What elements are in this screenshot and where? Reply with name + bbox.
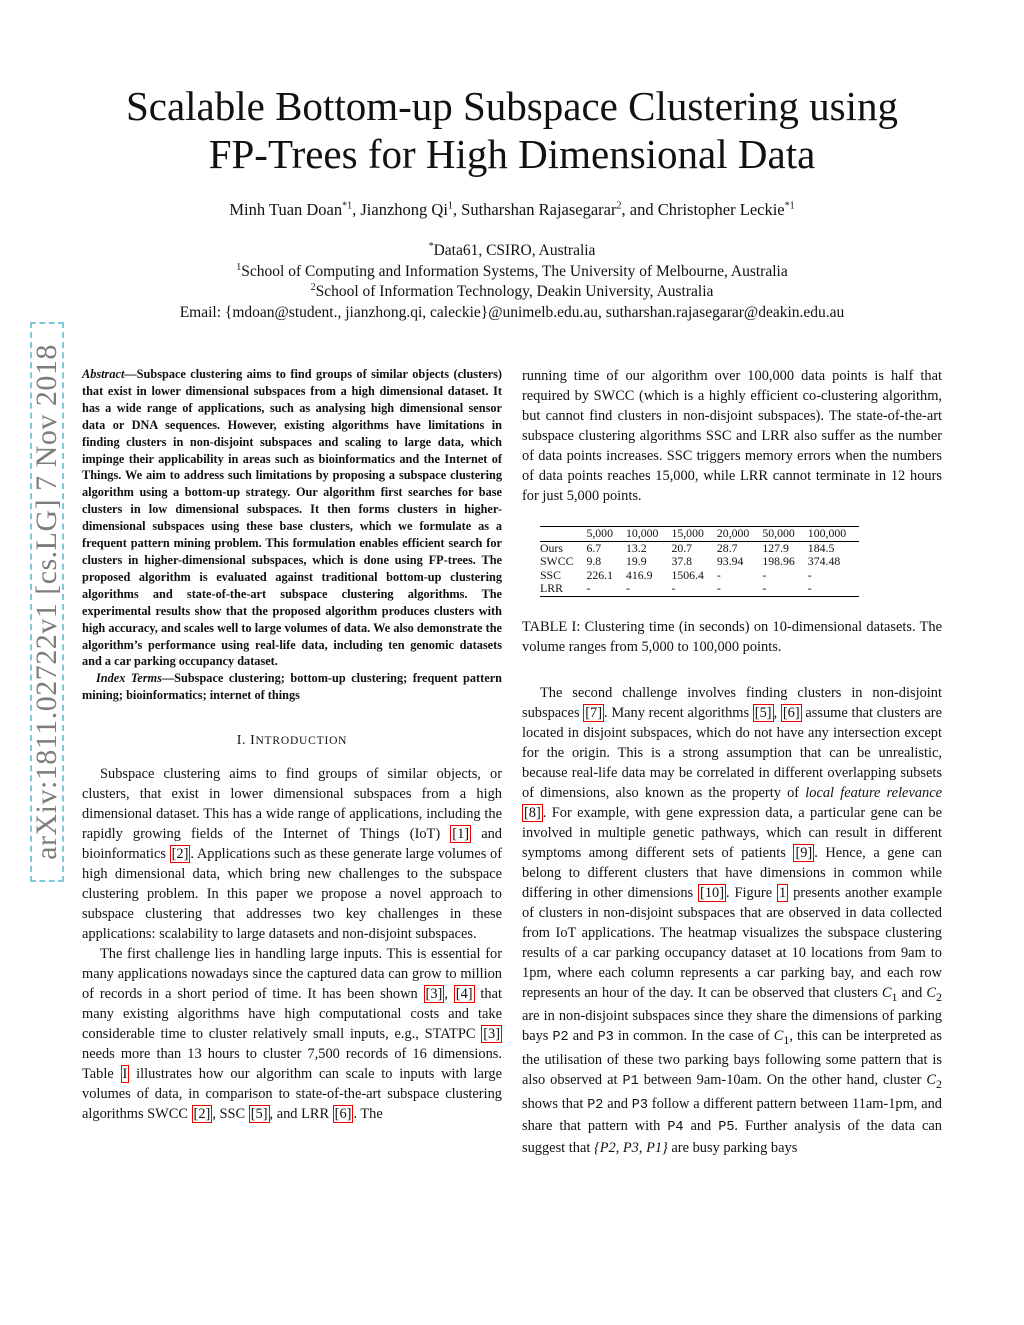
table-cell: 9.8 — [586, 554, 602, 568]
table-cell: 226.1 — [586, 567, 613, 582]
left-column — [82, 366, 502, 1124]
text-run: . For example, with gene expression data, a particular gene can be involved in multiple genetic pathways, which can result in different symptoms among different sets of patients — [522, 804, 942, 861]
table-header-row — [540, 527, 859, 542]
code-token: P2 — [587, 1098, 604, 1114]
author-sup: 1 — [447, 200, 453, 212]
author-list — [0, 200, 1024, 220]
email-line: Email: {mdoan@student., jianzhong.qi, caleckie}@unimelb.edu.au, sutharshan.rajasegarar@deakin.edu.au — [179, 303, 845, 321]
table-header-cell: 5,000 — [586, 526, 613, 540]
affiliation-sup: * — [428, 240, 434, 252]
table-cell: 13.2 — [625, 540, 647, 555]
table-cell: 184.5 — [807, 540, 835, 555]
table-row — [540, 555, 859, 569]
intro-paragraph-1 — [82, 764, 502, 944]
text-run: in common. In the case of — [613, 1028, 774, 1045]
author-sup: *1 — [342, 200, 353, 212]
text-run: , SSC — [212, 1106, 249, 1123]
math-symbol: C — [926, 984, 936, 1001]
table-link[interactable]: I — [122, 1066, 128, 1083]
text-run: , — [444, 986, 454, 1003]
section-heading-introduction — [82, 731, 502, 751]
abstract-label: Abstract — [82, 367, 125, 381]
math-symbol: C — [881, 984, 892, 1001]
table-row — [540, 582, 859, 596]
text-run: assume that clusters are located in disjoint subspaces, which do not have any intersection except for the origin. This is a strong assumption that can be unrealistic, because real-life data may be correlated in different overlapping subsets of dimensions, also known as the property of — [522, 704, 942, 801]
text-run: are in non-disjoint subspaces since they share the dimensions of parking bays — [522, 1008, 942, 1045]
table-cell: 28.7 — [716, 540, 738, 555]
table-cell: Ours — [540, 540, 563, 555]
right-paragraph-1: running time of our algorithm over 100,000 data points is half that required by SWCC (which is a highly efficient co-clustering algorithm, but cannot find clusters in non-disjoint subspaces). The state-of-the-art subspace clustering algorithms SSC and LRR also suffer as the number of data points increases. SSC triggers memory errors when the numbers of data points reaches 15,000, while LRR cannot terminate in 12 hours for just 5,000 points. — [522, 368, 942, 504]
text-run: The second challenge involves finding clusters in non-disjoint subspaces — [522, 684, 942, 721]
author-sup: 2 — [616, 200, 622, 212]
affiliation-sup: 2 — [310, 281, 316, 293]
text-run: needs more than 13 hours to cluster 7,500 records of 16 dimensions. Table — [82, 1046, 502, 1083]
table-cell: - — [671, 581, 676, 595]
author-name: Sutharshan Rajasegarar — [461, 200, 617, 219]
citation-link[interactable]: [5] — [754, 704, 772, 721]
table-cell: - — [625, 581, 630, 595]
section-number: I. — [236, 733, 251, 749]
table-header-cell: 20,000 — [716, 526, 750, 540]
table-cell: LRR — [540, 581, 563, 595]
author-name: Jianzhong Qi — [360, 200, 448, 219]
text-run: , — [773, 704, 781, 721]
code-token: P3 — [631, 1098, 648, 1114]
table-header-cell — [540, 527, 586, 542]
text-run: and bioinformatics — [82, 826, 502, 863]
math-subscript: 2 — [936, 989, 942, 1004]
citation-link[interactable]: [2] — [193, 1106, 211, 1123]
table-cell: 198.96 — [762, 554, 795, 568]
code-token: P2 — [552, 1030, 569, 1046]
text-run: The first challenge lies in handling large inputs. This is essential for many applications nowadays since the captured data can grow to million of records in a short period of time. It has been shown — [82, 946, 502, 1003]
affiliations — [0, 241, 1024, 323]
index-terms-text: —Subspace clustering; bottom-up clustering; frequent pattern mining; bioinformatics; internet of things — [82, 671, 502, 703]
table-cell: - — [762, 581, 767, 595]
table-cell: - — [762, 567, 767, 582]
author-name: Minh Tuan Doan — [229, 200, 343, 219]
citation-link[interactable]: [3] — [425, 986, 443, 1003]
text-run: and — [568, 1028, 598, 1045]
affiliation-text: School of Computing and Information Systems, The University of Melbourne, Australia — [241, 262, 788, 280]
emphasis-text: local feature relevance — [805, 784, 943, 801]
table-cell: - — [716, 567, 721, 582]
text-run: presents another example of clusters in non-disjoint subspaces that are observed in data collected from IoT applications. The heatmap visualizes the subspace clustering results of a car parking occupancy dataset at 10 locations from 9am to 1pm, where each column represents a car parking bay, and each row represents an hour of the day. It can be observed that clusters — [522, 884, 942, 1001]
text-run: , this can be interpreted as the utilisation of these two parking bays following some pattern that is also observed at — [522, 1028, 942, 1089]
table-cell: 93.94 — [716, 554, 744, 568]
affiliation — [0, 282, 1024, 303]
citation-link[interactable]: [2] — [171, 846, 189, 863]
citation-link[interactable]: [1] — [452, 826, 470, 843]
right-paragraph-2 — [522, 683, 942, 1159]
table-header-cell: 10,000 — [625, 526, 659, 540]
affiliation-text: Data61, CSIRO, Australia — [433, 242, 596, 259]
math-subscript: 1 — [891, 989, 898, 1004]
code-token: P4 — [667, 1120, 684, 1136]
citation-link[interactable]: [9] — [795, 844, 813, 861]
figure-link[interactable]: 1 — [779, 884, 787, 901]
code-token: P1 — [622, 1074, 639, 1090]
table-header-cell: 15,000 — [671, 526, 704, 540]
citation-link[interactable]: [5] — [250, 1106, 268, 1123]
section-head-first: I — [250, 733, 256, 749]
table-cell: 6.7 — [586, 540, 602, 555]
text-run: . Applications such as these generate large volumes of high dimensional data, which bring new challenges to the subspace clustering problem. In this paper we propose a novel approach to subspace clustering that addresses two key challenges in these applications: scalability to large datasets and non-disjoint subspaces. — [82, 846, 503, 943]
author-sep: , — [352, 200, 361, 219]
title-line-1: Scalable Bottom-up Subspace Clustering using — [125, 83, 899, 129]
author-name: Christopher Leckie — [657, 200, 785, 219]
math-symbol: C — [773, 1028, 784, 1045]
code-token: P3 — [597, 1030, 614, 1046]
citation-link[interactable]: [6] — [334, 1106, 352, 1123]
author-sup: *1 — [784, 200, 795, 212]
affiliation-text: School of Information Technology, Deakin University, Australia — [315, 283, 714, 300]
text-run: , and LRR — [269, 1106, 333, 1123]
table-cell: SWCC — [540, 554, 574, 568]
math-symbol: C — [926, 1072, 936, 1089]
arxiv-stamp — [30, 322, 64, 882]
text-run: . Further analysis of the data can suggest that — [522, 1118, 942, 1157]
text-run: illustrates how our algorithm can scale to inputs with large volumes of data, in comparison to state-of-the-art subspace clustering algorithms SWCC — [82, 1066, 502, 1123]
table-cell: 19.9 — [625, 554, 647, 568]
text-run: . Figure — [726, 884, 777, 901]
code-token: P5 — [718, 1120, 735, 1136]
table-cell: SSC — [540, 567, 561, 582]
text-run: . The — [353, 1106, 383, 1123]
table-header-cell: 50,000 — [762, 526, 795, 540]
citation-link[interactable]: [4] — [455, 986, 473, 1003]
table-cell: 37.8 — [671, 554, 693, 568]
math-set: {P2, P3, P1} — [593, 1140, 668, 1157]
arxiv-id: arXiv:1811.02722v1 [cs.LG] 7 Nov 2018 — [30, 344, 63, 860]
abstract — [82, 366, 502, 670]
text-run: follow a different pattern between 11am-1pm, and share that pattern with — [522, 1096, 942, 1135]
citation-link[interactable]: [7] — [585, 704, 603, 721]
affiliation-sup: 1 — [236, 261, 242, 273]
intro-paragraph-2 — [82, 944, 502, 1124]
index-terms — [82, 670, 502, 704]
math-subscript: 1 — [783, 1033, 790, 1048]
table-caption: TABLE I: Clustering time (in seconds) on 10-dimensional datasets. The volume ranges from 5,000 to 100,000 points. — [522, 618, 942, 655]
section-head-rest: NTRODUCTION — [255, 735, 348, 748]
text-run: between 9am-10am. On the other hand, cluster — [638, 1072, 927, 1089]
abstract-text: —Subspace clustering aims to find groups of similar objects (clusters) that exist in lower dimensional subspaces from a high dimensional dataset. It has a wide range of applications, such as analysing high dimensional sensor data or DNA sequences. However, existing algorithms have limitations in finding clusters in non-disjoint subspaces and scaling to large data, which impinge their applicability in areas such as bioinformatics and the Internet of Things. We aim to address such limitations by proposing a subspace clustering algorithm using a bottom-up strategy. Our algorithm first searches for base clusters in low dimensional subspaces. It then forms clusters in higher-dimensional subspaces using these base clusters, which we formulate as a frequent pattern mining problem. This formulation enables efficient search for clusters in higher-dimensional subspaces, which is done using FP-trees. The proposed algorithm is evaluated against traditional bottom-up clustering algorithms and state-of-the-art subspace clustering algorithms. The experimental results show that the proposed algorithm produces clusters with high accuracy, and scales well to large volumes of data. We also demonstrate the algorithm’s performance using real-life data, including ten genomic datasets and a car parking occupancy dataset. — [82, 367, 502, 669]
text-run: and — [603, 1096, 632, 1113]
citation-link[interactable]: [3] — [483, 1026, 500, 1043]
index-terms-label: Index Terms — [96, 671, 162, 686]
citation-link[interactable]: [6] — [782, 704, 800, 721]
text-run: and — [897, 984, 927, 1001]
citation-link[interactable]: [8] — [524, 804, 541, 821]
table-cell: 374.48 — [807, 554, 841, 568]
text-run: . Many recent algorithms — [604, 704, 753, 721]
text-run: and — [683, 1118, 719, 1135]
affiliation — [0, 241, 1024, 262]
table-cell: - — [586, 581, 591, 595]
title-line-2: FP-Trees for High Dimensional Data — [208, 131, 816, 177]
text-run: . Hence, a gene can belong to different clusters that have dimensions in common while differing in other dimensions — [522, 844, 943, 901]
math-subscript: 2 — [936, 1077, 942, 1092]
results-table — [540, 526, 859, 597]
table-cell: - — [807, 581, 812, 595]
text-run: that many existing algorithms have high computational costs and take considerable time to cluster relatively small inputs, e.g., STATPC — [82, 986, 502, 1043]
table-cell: - — [716, 581, 721, 595]
text-run: are busy parking bays — [667, 1140, 798, 1157]
right-column — [522, 366, 942, 1158]
table-row — [540, 541, 859, 555]
citation-link[interactable]: [10] — [700, 884, 725, 901]
table-cell: - — [807, 567, 812, 582]
text-run: shows that — [522, 1096, 588, 1113]
paper-title — [0, 82, 1024, 178]
text-run: Subspace clustering aims to find groups of similar objects, or clusters, that exist in lower dimensional subspaces from a high dimensional dataset. This has a wide range of applications, including the rapidly growing fields of the Internet of Things (IoT) — [82, 766, 502, 843]
author-sep: , and — [621, 200, 658, 219]
table-header-cell: 100,000 — [807, 526, 847, 540]
table-cell: 127.9 — [762, 540, 789, 555]
table-cell: 1506.4 — [671, 567, 704, 582]
table-cell: 20.7 — [671, 540, 693, 555]
table-row — [540, 569, 859, 583]
author-sep: , — [452, 200, 462, 219]
table-cell: 416.9 — [625, 567, 653, 582]
affiliation — [0, 262, 1024, 283]
